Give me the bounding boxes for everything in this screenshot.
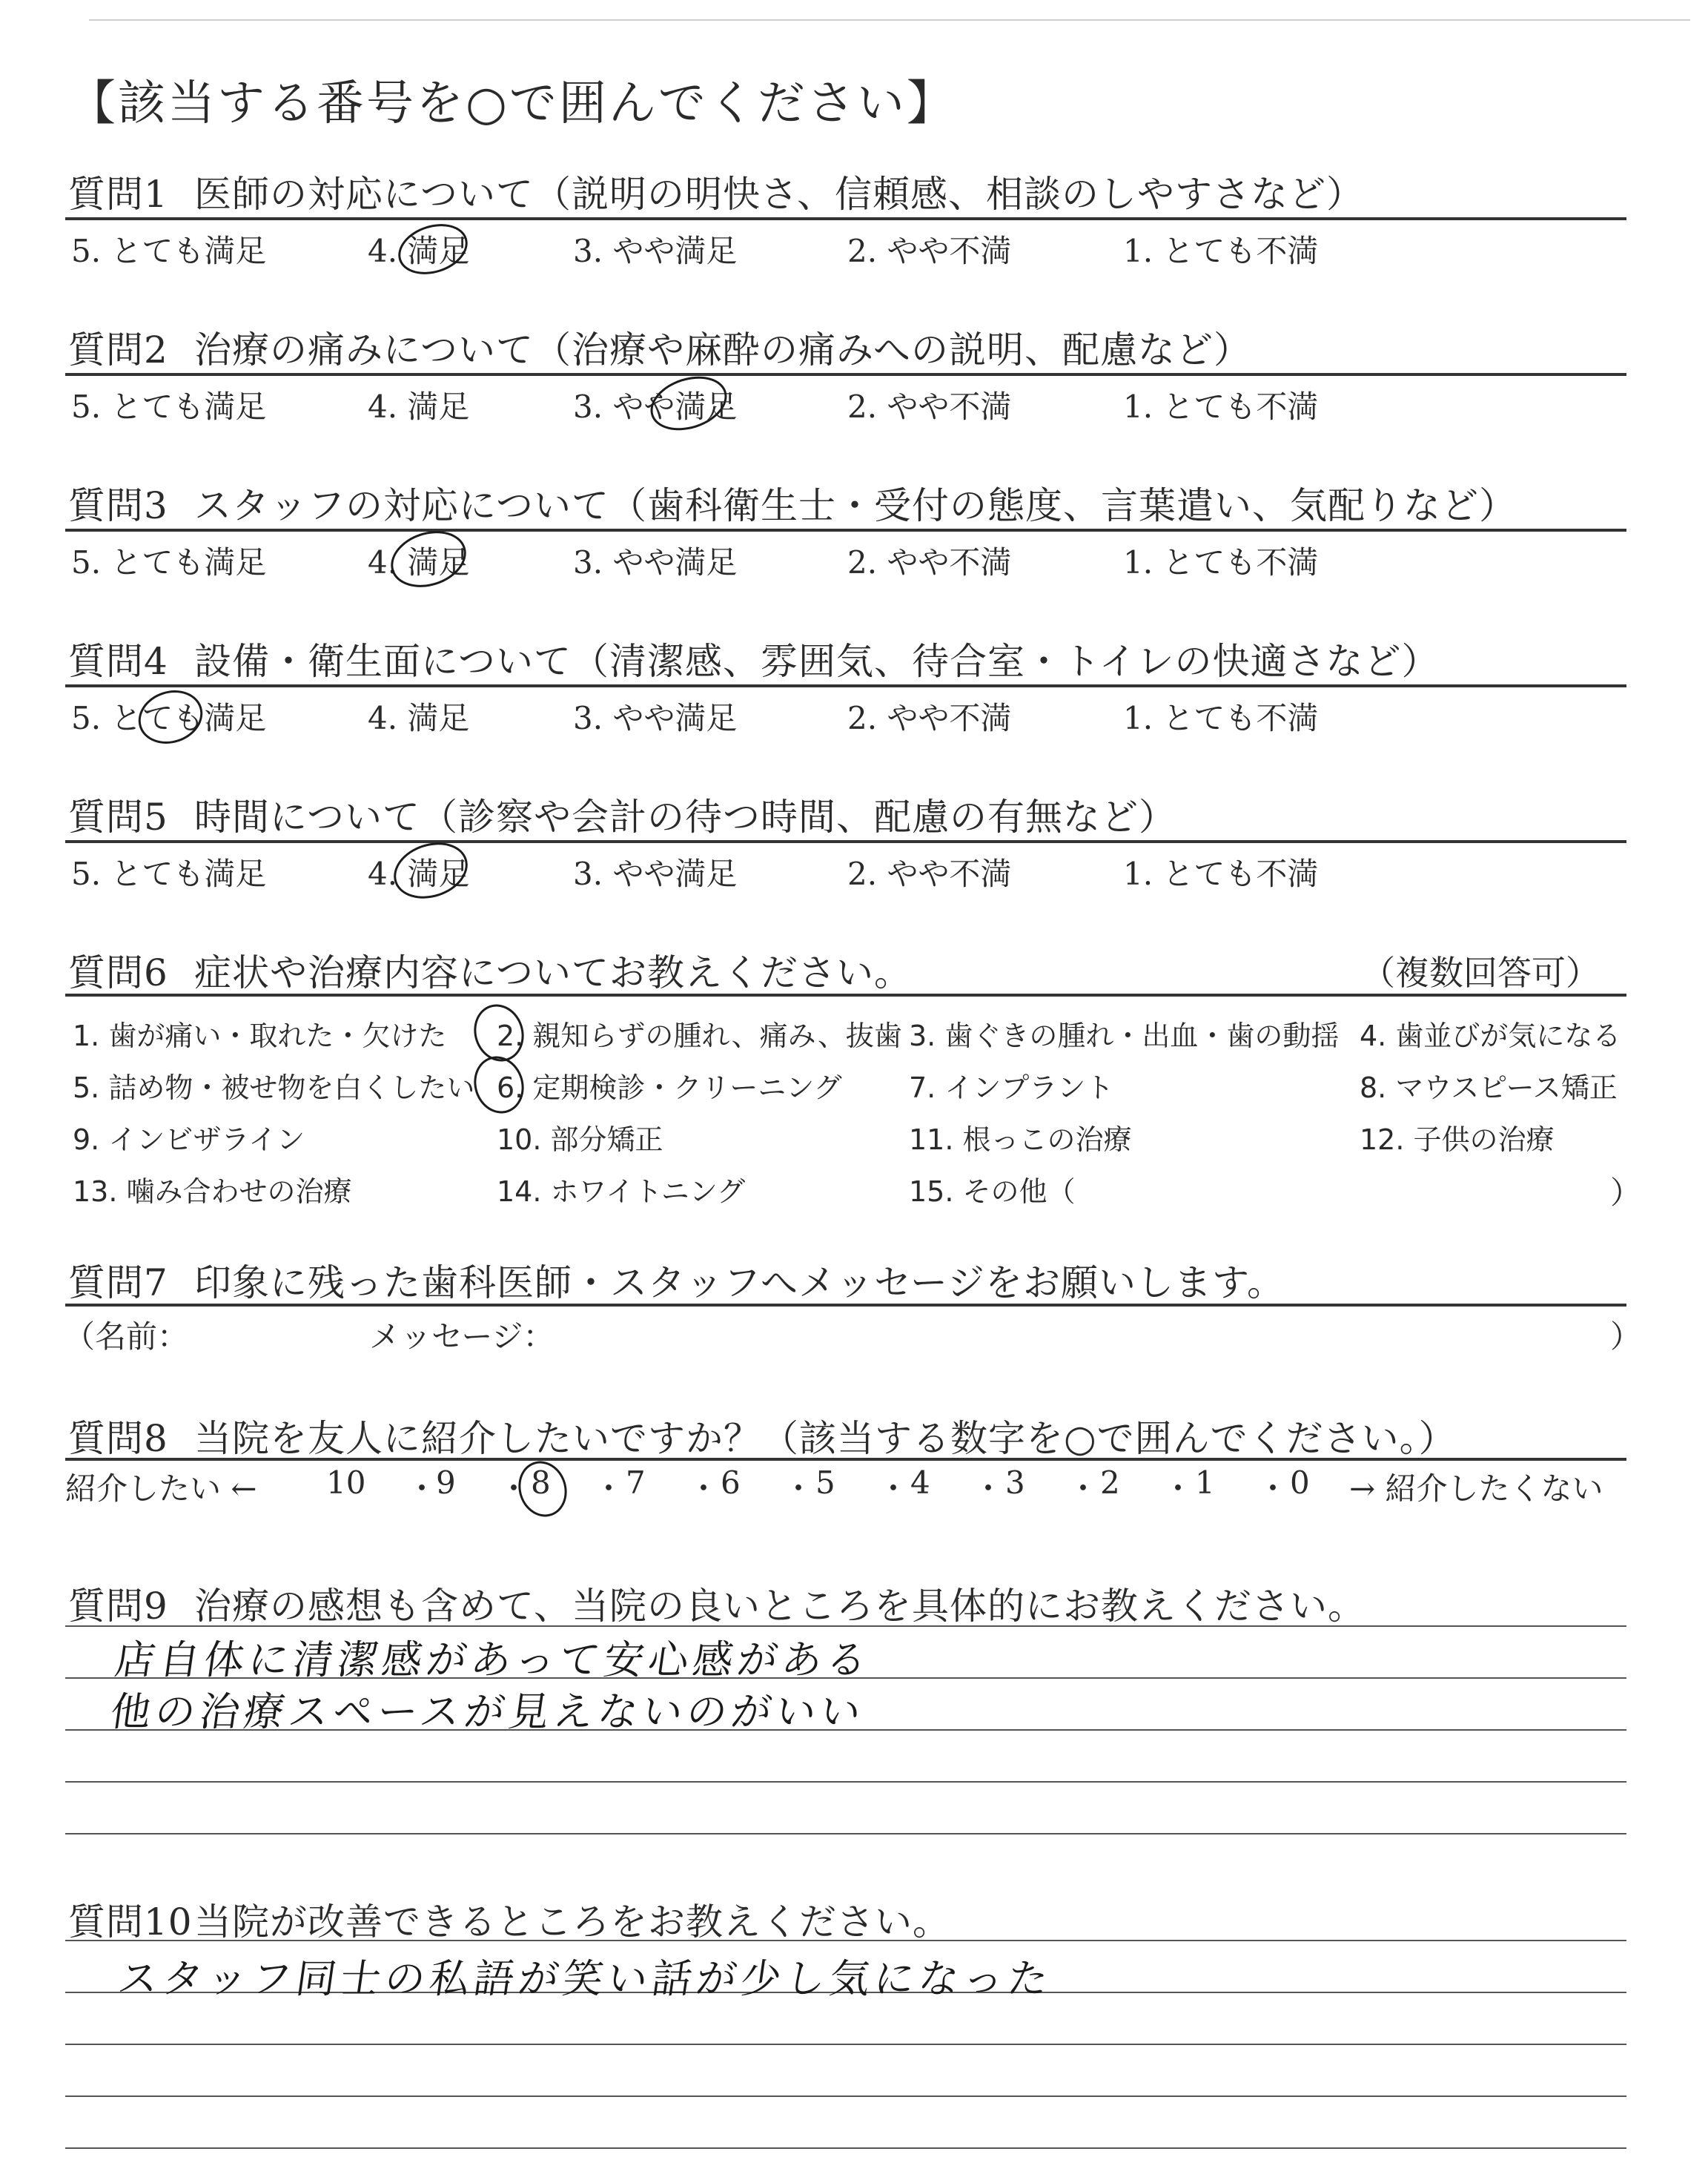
question-5-title xyxy=(68,787,1176,841)
q5-option-5[interactable]: 5. とても満足 xyxy=(71,856,267,892)
q6-option-2[interactable]: 2. 親知らずの腫れ、痛み、抜歯 xyxy=(497,1020,902,1052)
question-number: 質問10 xyxy=(68,1900,193,1943)
q5-option-3[interactable]: 3. やや満足 xyxy=(573,856,738,892)
q6-option-14[interactable]: 14. ホワイトニング xyxy=(497,1175,746,1208)
q4-option-2[interactable]: 2. やや不満 xyxy=(847,700,1012,736)
name-label: （名前： xyxy=(64,1318,189,1355)
scale-value-1[interactable]: 1 xyxy=(1195,1464,1215,1501)
message-close-paren: ） xyxy=(1610,1318,1642,1355)
scale-value-2[interactable]: 2 xyxy=(1100,1464,1120,1501)
question-9-title xyxy=(68,1576,1366,1630)
q2-option-3[interactable]: 3. やや満足 xyxy=(573,389,738,425)
scale-separator: ・ xyxy=(1068,1470,1099,1507)
question-number: 質問9 xyxy=(68,1585,168,1628)
answer-circle-mark xyxy=(131,682,209,752)
q3-option-4[interactable]: 4. 満足 xyxy=(368,544,470,581)
question-text: 治療の感想も含めて、当院の良いところを具体的にお教えください。 xyxy=(194,1585,1366,1628)
q6-option-9[interactable]: 9. インビザライン xyxy=(73,1123,305,1156)
question-3-rule xyxy=(65,529,1626,532)
question-1-rule xyxy=(65,217,1626,220)
multiple-answer-note: （複数回答可） xyxy=(1361,953,1600,993)
q4-option-4[interactable]: 4. 満足 xyxy=(368,700,470,736)
scale-value-7[interactable]: 7 xyxy=(626,1464,646,1501)
question-number: 質問4 xyxy=(68,640,168,683)
question-2-title xyxy=(68,320,1251,374)
question-number: 質問8 xyxy=(68,1417,168,1460)
scale-separator: ・ xyxy=(406,1470,438,1507)
question-10-title xyxy=(68,1892,950,1946)
scale-value-5[interactable]: 5 xyxy=(815,1464,835,1501)
q4-option-1[interactable]: 1. とても不満 xyxy=(1123,700,1319,736)
answer-circle-mark xyxy=(391,216,474,283)
q1-option-3[interactable]: 3. やや満足 xyxy=(573,233,738,269)
question-text: 症状や治療内容についてお教えください。 xyxy=(194,951,912,994)
q4-option-5[interactable]: 5. とても満足 xyxy=(71,700,267,736)
question-text: 当院が改善できるところをお教えください。 xyxy=(194,1900,950,1943)
q4-option-3[interactable]: 3. やや満足 xyxy=(573,700,738,736)
scale-value-4[interactable]: 4 xyxy=(910,1464,930,1501)
answer-circle-mark xyxy=(386,833,474,908)
question-number: 質問3 xyxy=(68,484,168,527)
question-text: スタッフの対応について（歯科衛生士・受付の態度、言葉遣い、気配りなど） xyxy=(194,484,1517,527)
question-6-rule xyxy=(65,994,1626,997)
answer-line xyxy=(65,2095,1626,2097)
question-text: 医師の対応について（説明の明快さ、信頼感、相談のしやすさなど） xyxy=(194,173,1364,216)
answer-line xyxy=(65,2147,1626,2149)
q6-option-8[interactable]: 8. マウスピース矯正 xyxy=(1360,1071,1618,1104)
question-text: 時間について（診察や会計の待つ時間、配慮の有無など） xyxy=(194,796,1176,839)
q6-option-15[interactable]: 15. その他（ xyxy=(909,1175,1076,1208)
question-5-rule xyxy=(65,840,1626,843)
answer-circle-mark xyxy=(643,367,734,439)
q5-option-2[interactable]: 2. やや不満 xyxy=(847,856,1012,892)
q1-option-5[interactable]: 5. とても満足 xyxy=(71,233,267,269)
q3-option-1[interactable]: 1. とても不満 xyxy=(1123,544,1319,581)
scale-left-label: 紹介したい ← xyxy=(65,1470,257,1507)
question-1-title xyxy=(68,165,1364,218)
q2-option-1[interactable]: 1. とても不満 xyxy=(1123,389,1319,425)
handwritten-answer: 他の治療スペースが見えないのがいい xyxy=(107,1688,869,1735)
question-number: 質問7 xyxy=(68,1261,168,1304)
q6-option-5[interactable]: 5. 詰め物・被せ物を白くしたい xyxy=(73,1071,475,1104)
scale-separator: ・ xyxy=(973,1470,1004,1507)
answer-line xyxy=(65,1940,1626,1941)
q3-option-3[interactable]: 3. やや満足 xyxy=(573,544,738,581)
q2-option-4[interactable]: 4. 満足 xyxy=(368,389,470,425)
q3-option-5[interactable]: 5. とても満足 xyxy=(71,544,267,581)
question-text: 印象に残った歯科医師・スタッフへメッセージをお願いします。 xyxy=(194,1261,1285,1304)
q6-option-10[interactable]: 10. 部分矯正 xyxy=(497,1123,663,1156)
answer-line xyxy=(65,1833,1626,1834)
scale-value-6[interactable]: 6 xyxy=(721,1464,741,1501)
scale-value-0[interactable]: 0 xyxy=(1290,1464,1310,1501)
scale-value-8[interactable]: 8 xyxy=(531,1464,551,1501)
page-title: 【該当する番号を○で囲んでください】 xyxy=(68,76,956,131)
answer-line xyxy=(65,1625,1626,1627)
question-7-rule xyxy=(65,1304,1626,1307)
handwritten-answer: 店自体に清潔感があって安心感がある xyxy=(112,1636,875,1683)
q6-option-7[interactable]: 7. インプラント xyxy=(909,1071,1114,1104)
scale-separator: ・ xyxy=(783,1470,815,1507)
q1-option-4[interactable]: 4. 満足 xyxy=(368,233,470,269)
answer-circle-mark xyxy=(467,1050,532,1120)
q5-option-1[interactable]: 1. とても不満 xyxy=(1123,856,1319,892)
answer-circle-mark xyxy=(383,522,473,597)
scale-separator: ・ xyxy=(688,1470,720,1507)
question-number: 質問2 xyxy=(68,328,168,371)
scale-value-10[interactable]: 10 xyxy=(326,1464,366,1501)
q6-other-close-paren: ） xyxy=(1610,1175,1642,1211)
q6-option-6[interactable]: 6. 定期検診・クリーニング xyxy=(497,1071,842,1104)
scale-separator: ・ xyxy=(498,1470,530,1507)
message-label: メッセージ： xyxy=(369,1318,555,1355)
q6-option-13[interactable]: 13. 噛み合わせの治療 xyxy=(73,1175,352,1208)
scale-separator: ・ xyxy=(1162,1470,1194,1507)
q3-option-2[interactable]: 2. やや不満 xyxy=(847,544,1012,581)
question-text: 治療の痛みについて（治療や麻酔の痛みへの説明、配慮など） xyxy=(194,328,1251,371)
question-number: 質問6 xyxy=(68,951,168,994)
q6-option-12[interactable]: 12. 子供の治療 xyxy=(1360,1123,1555,1156)
handwritten-answer: スタッフ同士の私語が笑い話が少し気になった xyxy=(115,1955,1056,2002)
q2-option-5[interactable]: 5. とても満足 xyxy=(71,389,267,425)
q5-option-4[interactable]: 4. 満足 xyxy=(368,856,470,892)
q6-option-1[interactable]: 1. 歯が痛い・取れた・欠けた xyxy=(73,1020,447,1052)
top-divider xyxy=(89,19,1690,21)
scale-separator: ・ xyxy=(1257,1470,1289,1507)
q1-option-2[interactable]: 2. やや不満 xyxy=(847,233,1012,269)
question-6-title xyxy=(68,943,912,997)
answer-line xyxy=(65,2044,1626,2045)
question-text: 当院を友人に紹介したいですか？（該当する数字を○で囲んでください。） xyxy=(194,1417,1457,1460)
question-7-title xyxy=(68,1253,1285,1307)
scale-value-9[interactable]: 9 xyxy=(436,1464,456,1501)
q2-option-2[interactable]: 2. やや不満 xyxy=(847,389,1012,425)
question-number: 質問5 xyxy=(68,796,168,839)
scale-value-3[interactable]: 3 xyxy=(1005,1464,1025,1501)
question-2-rule xyxy=(65,373,1626,376)
q6-option-3[interactable]: 3. 歯ぐきの腫れ・出血・歯の動揺 xyxy=(909,1020,1340,1052)
question-3-title xyxy=(68,476,1517,529)
answer-line xyxy=(65,1781,1626,1783)
scale-right-label: → 紹介したくない xyxy=(1349,1470,1603,1507)
q1-option-1[interactable]: 1. とても不満 xyxy=(1123,233,1319,269)
question-text: 設備・衛生面について（清潔感、雰囲気、待合室・トイレの快適さなど） xyxy=(194,640,1440,683)
q6-option-11[interactable]: 11. 根っこの治療 xyxy=(909,1123,1132,1156)
question-4-rule xyxy=(65,684,1626,687)
question-number: 質問1 xyxy=(68,173,168,216)
scale-separator: ・ xyxy=(878,1470,910,1507)
question-8-title xyxy=(68,1409,1457,1462)
question-8-rule xyxy=(65,1458,1626,1461)
scale-separator: ・ xyxy=(593,1470,625,1507)
question-4-title xyxy=(68,632,1440,685)
q6-option-4[interactable]: 4. 歯並びが気になる xyxy=(1360,1020,1621,1052)
